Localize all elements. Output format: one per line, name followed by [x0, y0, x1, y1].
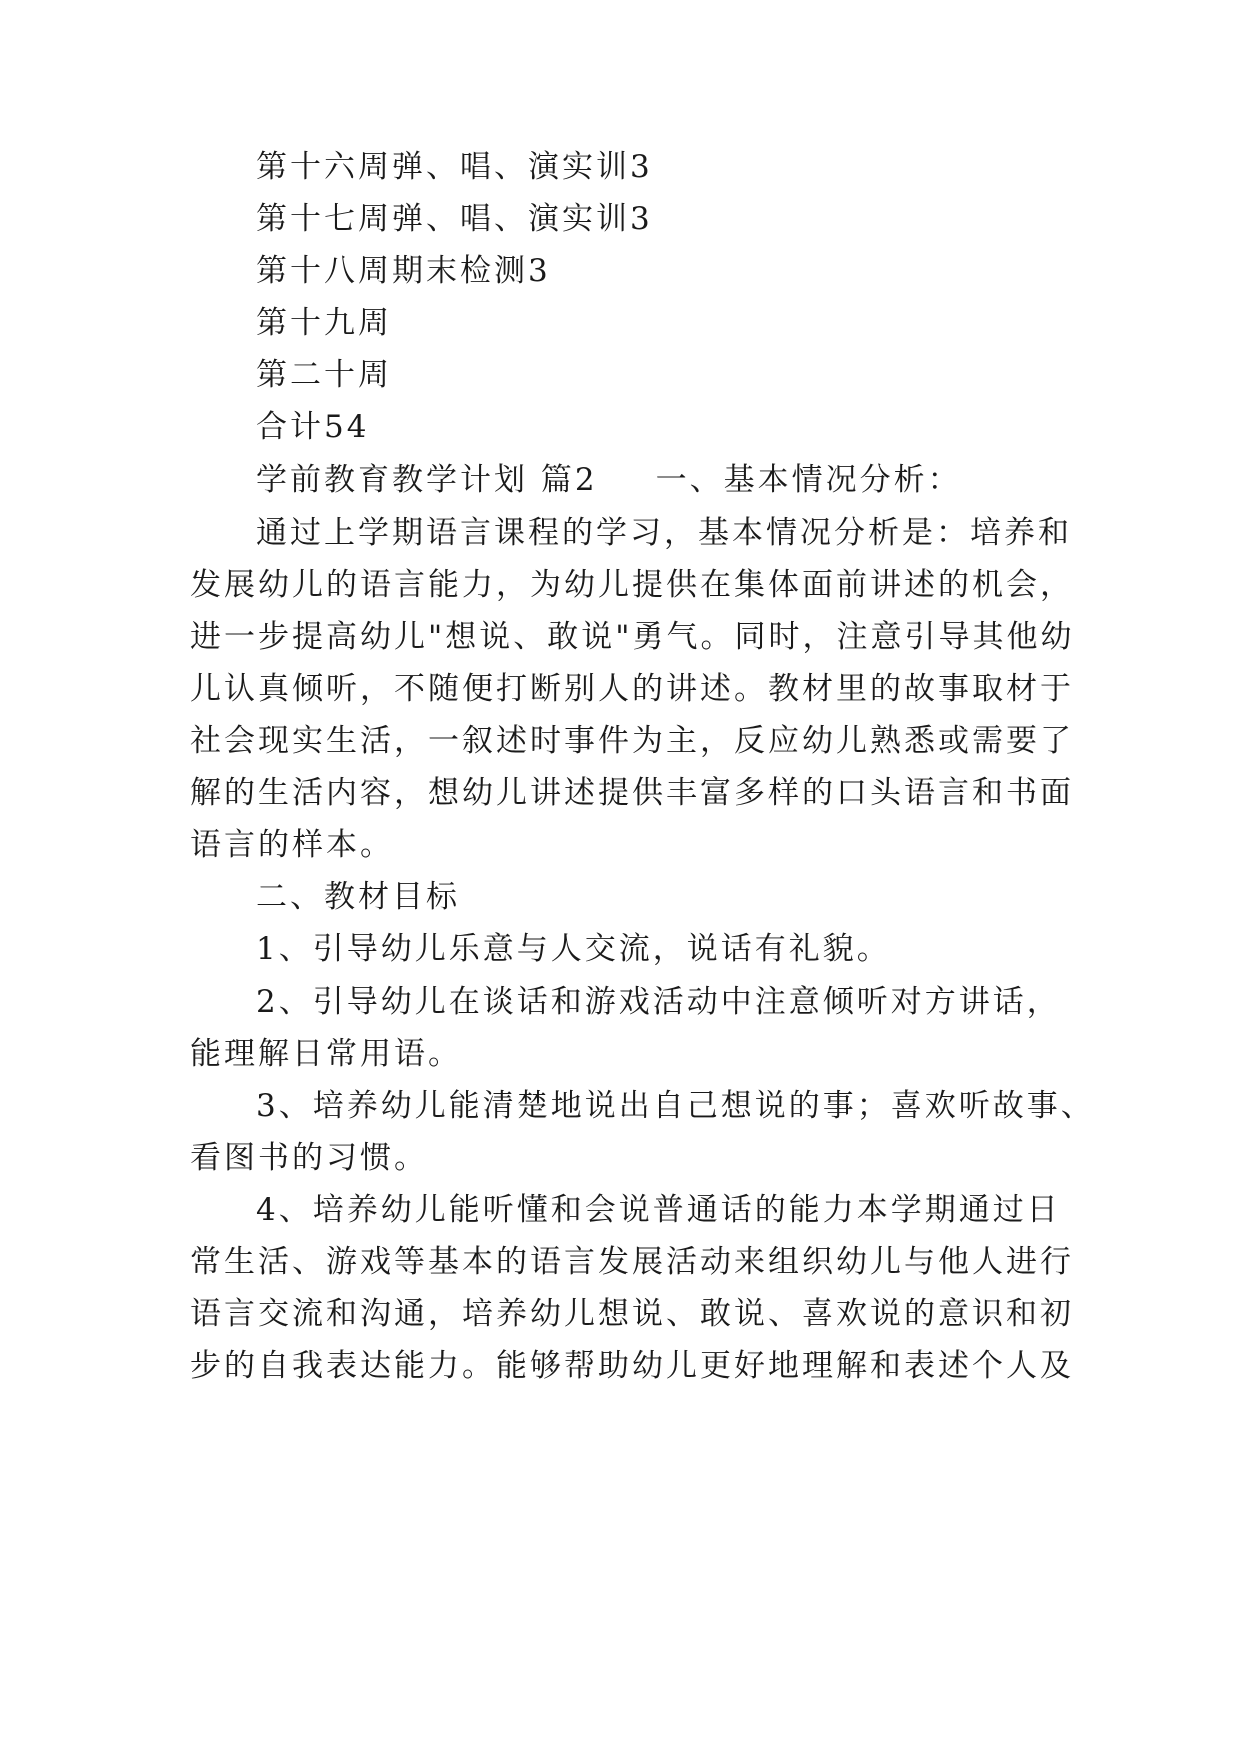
paragraph-line: 社会现实生活，一叙述时事件为主，反应幼儿熟悉或需要了 — [190, 723, 1074, 759]
paragraph-line: 进一步提高幼儿"想说、敢说"勇气。同时，注意引导其他幼 — [190, 619, 1075, 655]
section-heading-basic-analysis: 一、基本情况分析： — [655, 462, 962, 498]
goal-item-4-cont: 语言交流和沟通，培养幼儿想说、敢说、喜欢说的意识和初 — [190, 1296, 1074, 1332]
schedule-row-week19: 第十九周 — [256, 305, 392, 341]
goal-item-3-cont: 看图书的习惯。 — [190, 1140, 428, 1176]
goal-item-2-cont: 能理解日常用语。 — [190, 1036, 462, 1072]
section-heading-goals: 二、教材目标 — [256, 879, 460, 915]
goal-item-4-cont: 步的自我表达能力。能够帮助幼儿更好地理解和表述个人及 — [190, 1348, 1074, 1384]
paragraph-line: 语言的样本。 — [190, 827, 394, 863]
schedule-row-week16: 第十六周弹、唱、演实训3 — [256, 149, 653, 185]
goal-item-3: 3、培养幼儿能清楚地说出自己想说的事；喜欢听故事、 — [256, 1088, 1095, 1124]
paragraph-line: 发展幼儿的语言能力，为幼儿提供在集体面前讲述的机会， — [190, 567, 1074, 603]
paragraph-line: 儿认真倾听，不随便打断别人的讲述。教材里的故事取材于 — [190, 671, 1074, 707]
paragraph-line: 通过上学期语言课程的学习，基本情况分析是：培养和 — [256, 515, 1072, 551]
schedule-row-week17: 第十七周弹、唱、演实训3 — [256, 201, 653, 237]
schedule-row-week18: 第十八周期末检测3 — [256, 253, 551, 289]
schedule-row-week20: 第二十周 — [256, 357, 392, 393]
goal-item-4-cont: 常生活、游戏等基本的语言发展活动来组织幼儿与他人进行 — [190, 1244, 1074, 1280]
section-title: 学前教育教学计划 篇2 — [256, 462, 598, 498]
goal-item-4: 4、培养幼儿能听懂和会说普通话的能力本学期通过日 — [256, 1192, 1061, 1228]
goal-item-2: 2、引导幼儿在谈话和游戏活动中注意倾听对方讲话， — [256, 984, 1061, 1020]
goal-item-1: 1、引导幼儿乐意与人交流，说话有礼貌。 — [256, 931, 891, 967]
section-title-line — [256, 460, 962, 500]
schedule-row-total: 合计54 — [256, 409, 370, 445]
paragraph-line: 解的生活内容，想幼儿讲述提供丰富多样的口头语言和书面 — [190, 775, 1074, 811]
